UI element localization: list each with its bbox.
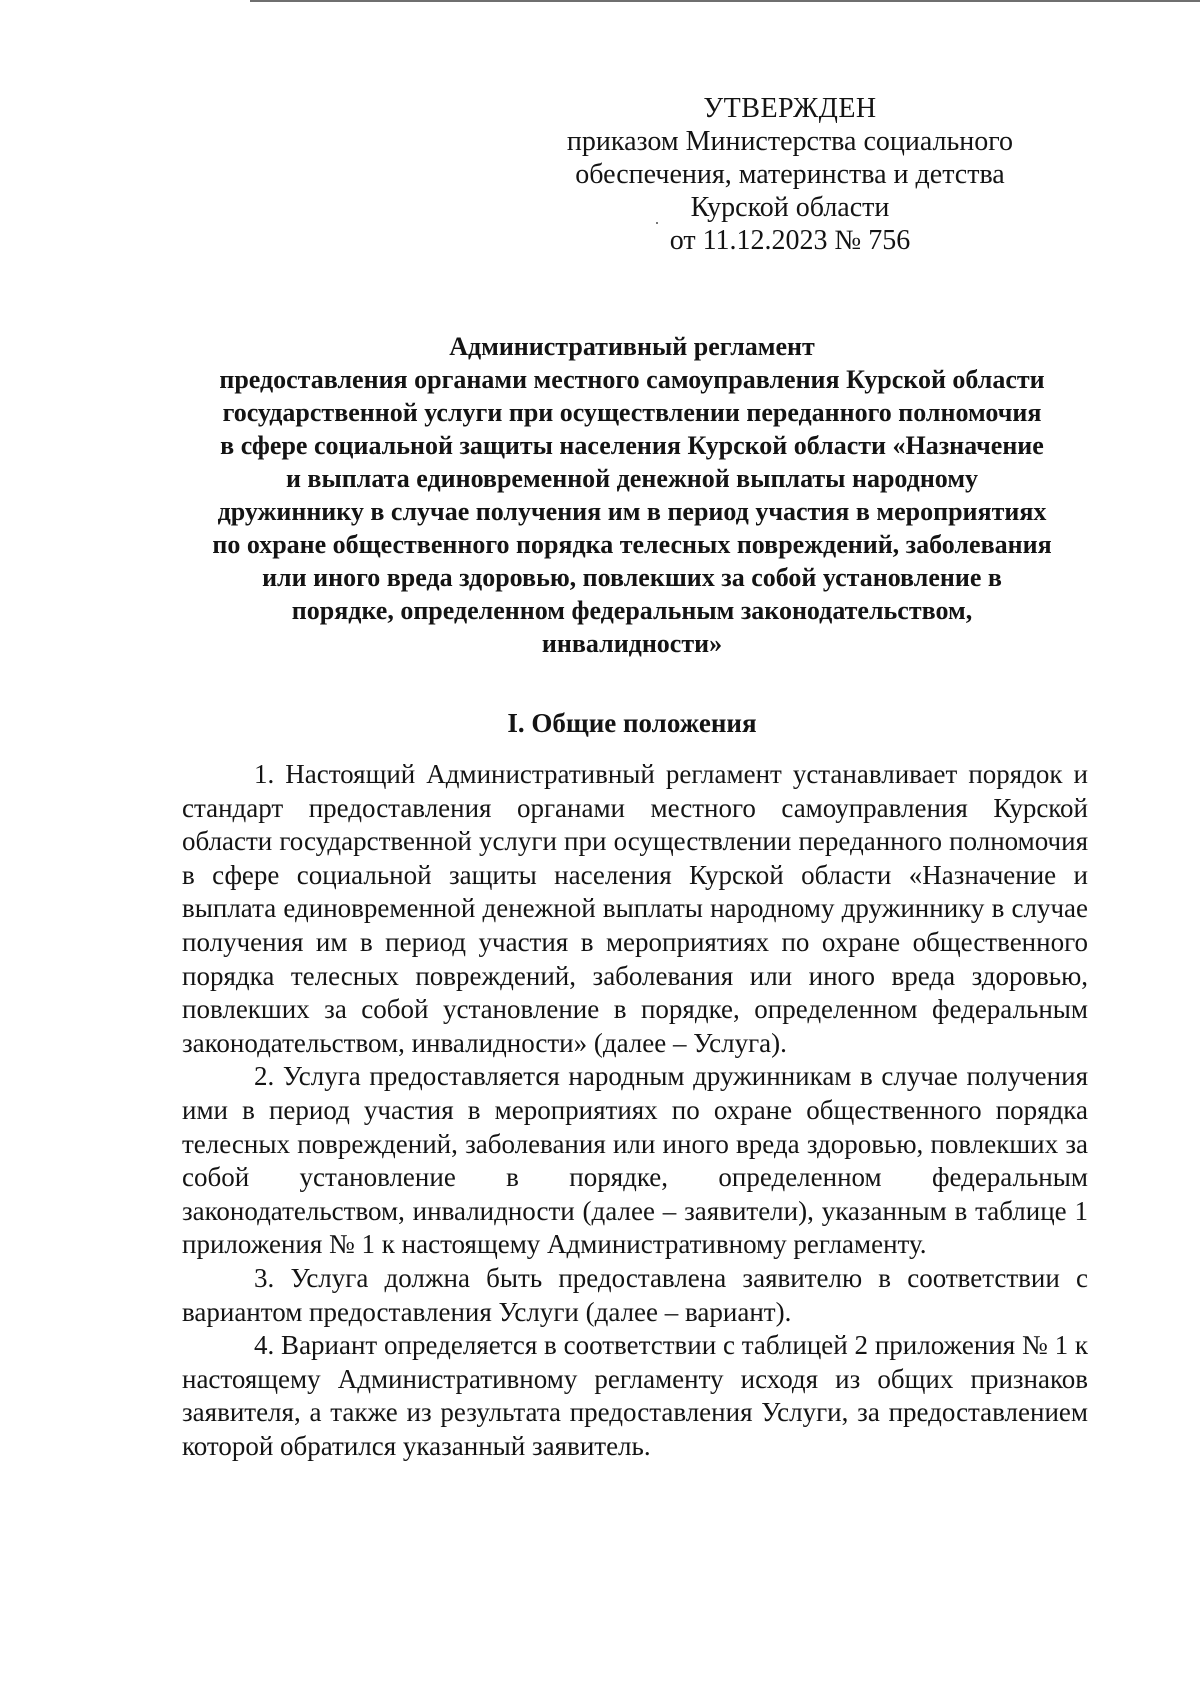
- body-text: [182, 758, 1088, 1463]
- title-line: порядке, определенном федеральным законодательством,: [291, 596, 973, 625]
- title-line: по охране общественного порядка телесных повреждений, заболевания: [212, 530, 1052, 559]
- title-line: в сфере социальной защиты населения Курской области «Назначение: [220, 431, 1044, 460]
- title-line: инвалидности»: [541, 629, 723, 658]
- approval-line: приказом Министерства социального: [566, 126, 1014, 157]
- paragraph-2: 2. Услуга предоставляется народным дружинникам в случае получения ими в период участия в мероприятиях по охране общественного порядка телесных повреждений, заболевания или иного вреда здоровью, повлекших за собой установление в порядке, определенном федеральным законодательством, инвалидности (далее – заявители), указанным в таблице 1 приложения № 1 к настоящему Административному регламенту.: [182, 1061, 1088, 1260]
- approval-date-number: от 11.12.2023 № 756: [669, 225, 911, 256]
- paragraph-1: 1. Настоящий Административный регламент устанавливает порядок и стандарт предоставления органами местного самоуправления Курской области государственной услуги при осуществлении переданного полномочия в сфере социальной защиты населения Курской области «Назначение и выплата единовременной денежной выплаты народному дружиннику в случае получения им в период участия в мероприятиях по охране общественного порядка телесных повреждений, заболевания или иного вреда здоровью, повлекших за собой установление в порядке, определенном федеральным законодательством, инвалидности» (далее – Услуга).: [182, 759, 1088, 1058]
- approval-heading: УТВЕРЖДЕН: [703, 93, 877, 124]
- regulation-title: [178, 330, 1086, 660]
- section-heading: I. Общие положения: [507, 708, 757, 738]
- approval-line: Курской области: [690, 192, 890, 223]
- title-line: Административный регламент: [449, 332, 815, 361]
- title-line: или иного вреда здоровью, повлекших за собой установление в: [262, 563, 1002, 592]
- scan-edge-line: [250, 0, 1200, 2]
- approval-line: обеспечения, материнства и детства: [575, 159, 1005, 190]
- title-line: предоставления органами местного самоуправления Курской области: [219, 365, 1045, 394]
- approval-stamp: [560, 92, 1020, 257]
- title-line: государственной услуги при осуществлении переданного полномочия: [222, 398, 1042, 427]
- paragraph-3: 3. Услуга должна быть предоставлена заявителю в соответствии с вариантом предоставления Услуги (далее – вариант).: [182, 1262, 1088, 1327]
- title-line: дружиннику в случае получения им в период участия в мероприятиях: [217, 497, 1047, 526]
- title-line: и выплата единовременной денежной выплаты народному: [285, 464, 979, 493]
- paragraph-4: 4. Вариант определяется в соответствии с таблицей 2 приложения № 1 к настоящему Административному регламенту исходя из общих признаков заявителя, а также из результата предоставления Услуги, за предоставлением которой обратился указанный заявитель.: [182, 1330, 1088, 1461]
